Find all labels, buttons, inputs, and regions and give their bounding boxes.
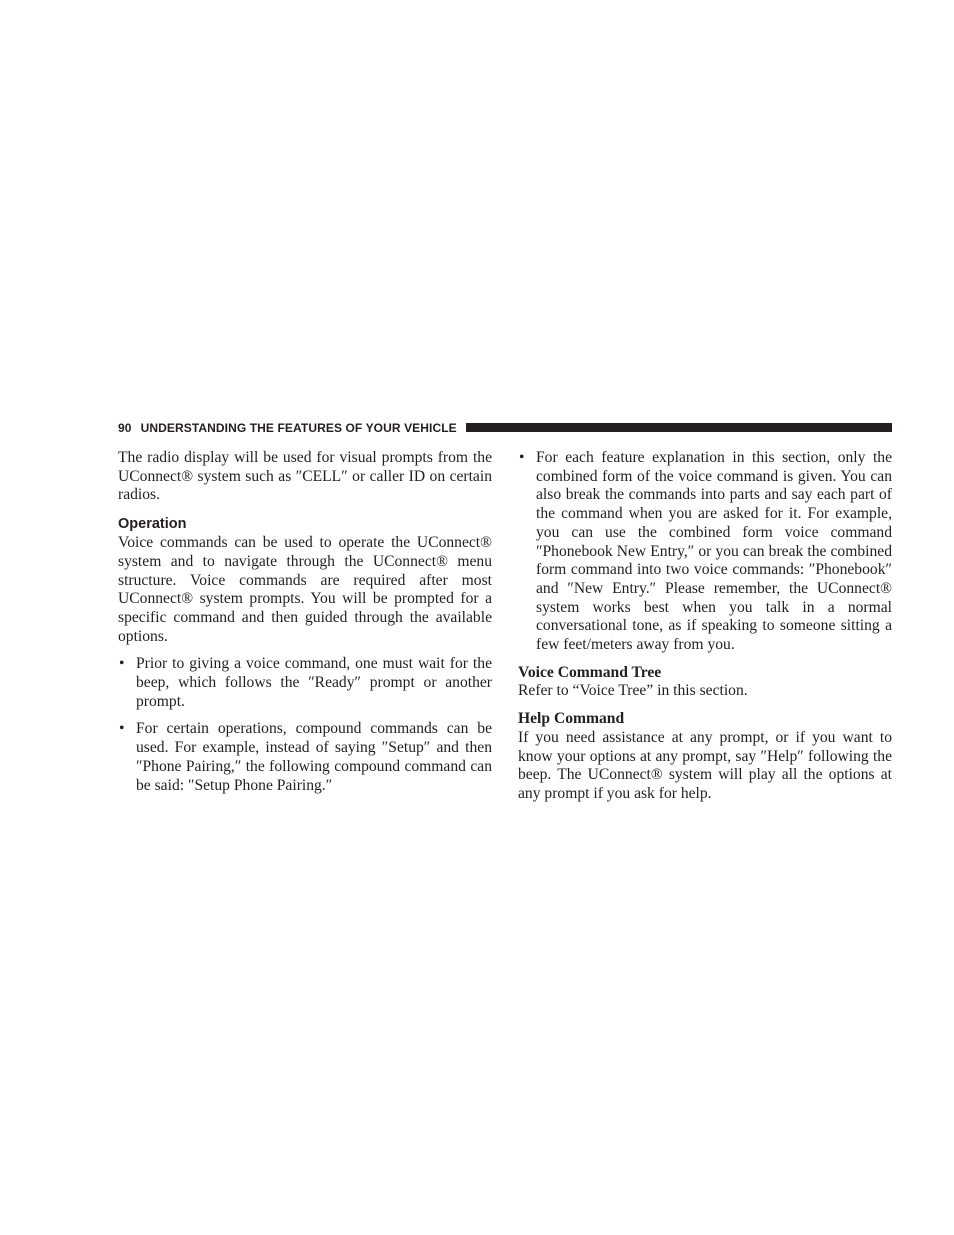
help-paragraph: If you need assistance at any prompt, or if you want to know your options at any prompt, say ″Help″ following the beep. The UConnect® system will play all the options at any prompt if you ask for help.	[518, 728, 892, 802]
bullet-icon: •	[119, 655, 125, 673]
voice-tree-section	[518, 664, 892, 701]
list-item	[118, 720, 492, 795]
help-heading: Help Command	[518, 710, 625, 728]
header-rule	[466, 423, 892, 432]
intro-paragraph: The radio display will be used for visual prompts from the UConnect® system such as ″CELL″ or caller ID on certain radios.	[118, 449, 492, 504]
voice-tree-paragraph: Refer to “Voice Tree” in this section.	[518, 682, 748, 700]
bullet-icon: •	[119, 720, 125, 738]
operation-heading: Operation	[118, 516, 187, 533]
list-item	[518, 449, 892, 655]
voice-tree-heading: Voice Command Tree	[518, 663, 662, 681]
list-item	[118, 655, 492, 711]
help-section	[518, 710, 892, 804]
list-item-text: For each feature explanation in this section, only the combined form of the voice command is given. You can also break the commands into parts and say each part of the command when you are asked for it. For example, you can use the combined form voice command ″Phonebook New Entry,″ or you can break the combined form command into two voice commands: ″Phonebook″ and ″New Entry.″ Please remember, the UConnect® system works best when you talk in a normal conversational tone, as if speaking to someone sitting a few feet/meters away from you.	[536, 449, 892, 654]
list-item-text: Prior to giving a voice command, one must wait for the beep, which follows the ″Ready″ prompt or another prompt.	[136, 655, 492, 710]
page-number: 90	[118, 420, 132, 435]
operation-bullet-list	[118, 655, 492, 795]
operation-paragraph: Voice commands can be used to operate the UConnect® system and to navigate through the UConnect® menu structure. Voice commands are required after most UConnect® system prompts. You will be prompted for a specific command and then guided through the available options.	[118, 534, 492, 645]
page-header	[118, 419, 892, 436]
feature-bullet-list	[518, 449, 892, 655]
bullet-icon: •	[519, 449, 525, 466]
left-column	[118, 449, 492, 795]
section-title: UNDERSTANDING THE FEATURES OF YOUR VEHICLE	[140, 420, 457, 435]
list-item-text: For certain operations, compound commands can be used. For example, instead of saying ″Setup″ and then ″Phone Pairing,″ the following compound command can be said: ″Setup Phone Pairing.″	[136, 720, 492, 794]
right-column	[518, 449, 892, 804]
